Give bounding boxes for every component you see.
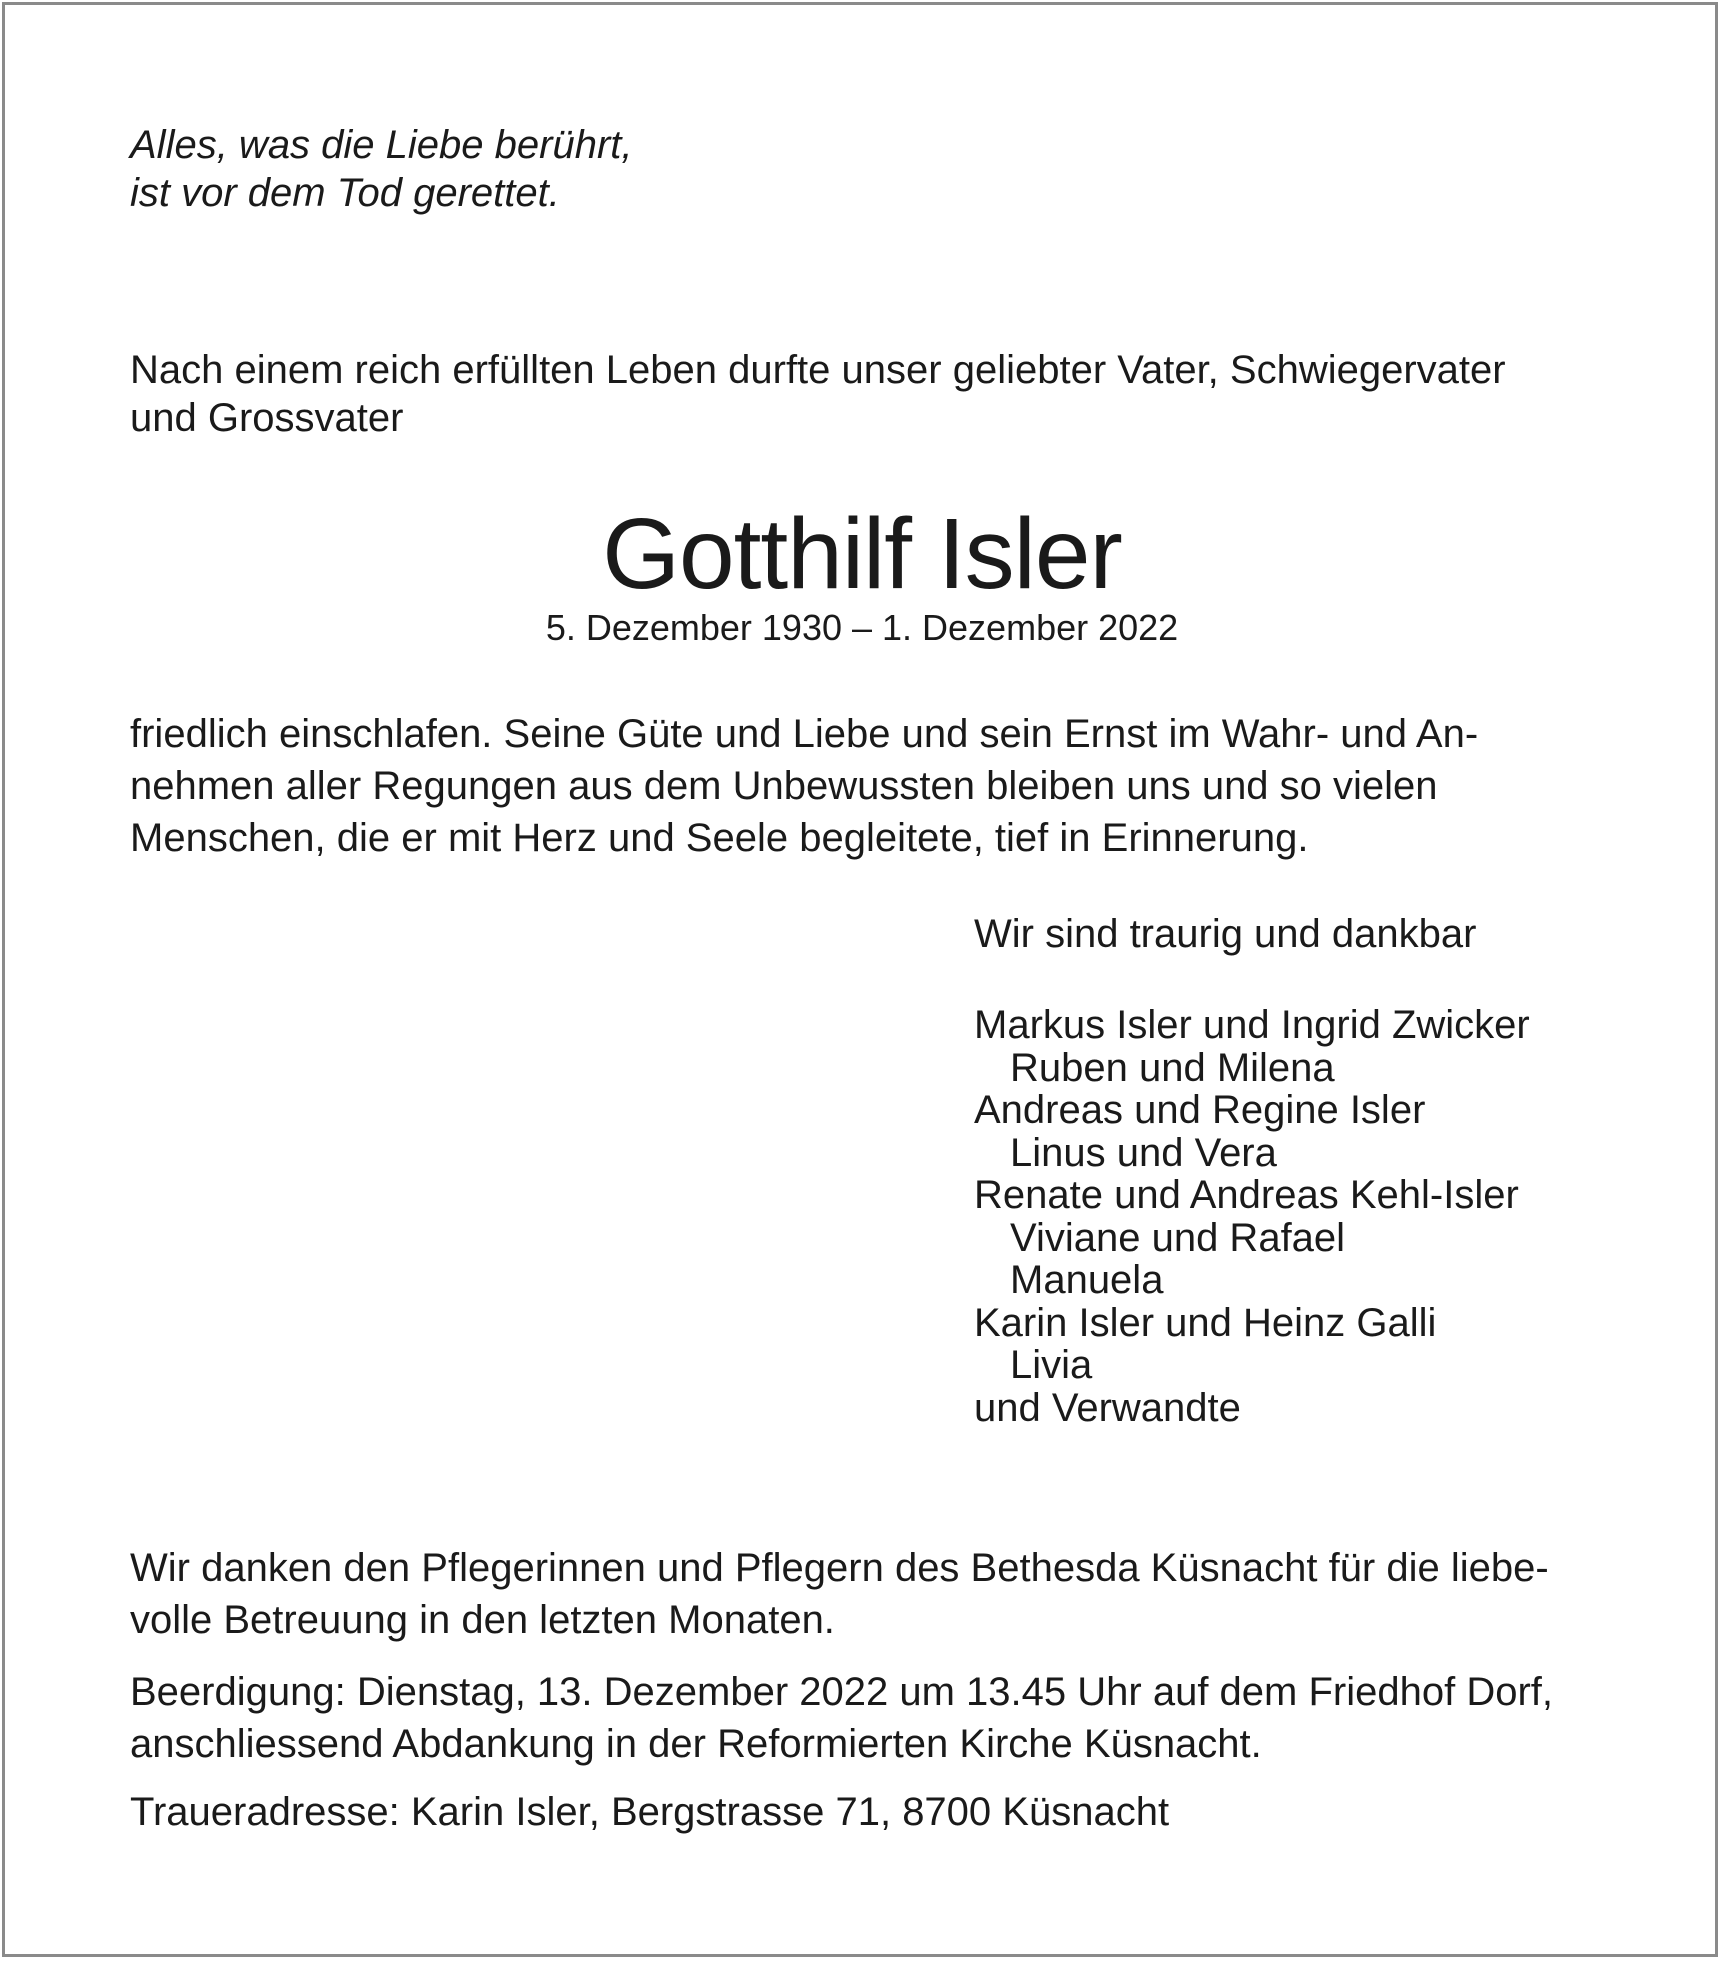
life-dates: 5. Dezember 1930 – 1. Dezember 2022: [545, 607, 1179, 648]
thanks-line: Wir danken den Pflegerinnen und Pflegern des Bethesda Küsnacht für die liebe-: [130, 1546, 1549, 1590]
thanks-line: volle Betreuung in den letzten Monaten.: [130, 1598, 835, 1642]
notice-border: [2, 2, 1718, 1957]
intro-text: [130, 346, 1506, 442]
funeral-info: [130, 1666, 1553, 1770]
mourner-line: Karin Isler und Heinz Galli: [974, 1300, 1437, 1345]
intro-line: und Grossvater: [130, 396, 404, 440]
intro-line: Nach einem reich erfüllten Leben durfte unser geliebter Vater, Schwiegervater: [130, 348, 1506, 392]
mourners-intro: Wir sind traurig und dankbar: [974, 912, 1477, 956]
mourner-line: Livia: [1010, 1343, 1093, 1387]
mourners-list: [974, 1004, 1530, 1429]
mourner-line: Andreas und Regine Isler: [974, 1088, 1426, 1132]
mourning-address: Traueradresse: Karin Isler, Bergstrasse 71, 8700 Küsnacht: [130, 1790, 1170, 1834]
mourner-line: und Verwandte: [974, 1385, 1241, 1430]
mourner-line: Viviane und Rafael: [1010, 1215, 1346, 1260]
mourner-line: Manuela: [1010, 1258, 1164, 1302]
funeral-line: anschliessend Abdankung in der Reformierten Kirche Küsnacht.: [130, 1722, 1262, 1766]
mourner-line: Renate und Andreas Kehl-Isler: [974, 1173, 1519, 1217]
mourner-line: Markus Isler und Ingrid Zwicker: [974, 1003, 1530, 1047]
motto-line: Alles, was die Liebe berührt,: [130, 123, 633, 167]
mourner-line: Ruben und Milena: [1010, 1045, 1335, 1090]
mourner-line: Linus und Vera: [1010, 1130, 1277, 1175]
body-line: nehmen aller Regungen aus dem Unbewussten bleiben uns und so vielen: [130, 764, 1438, 808]
motto-line: ist vor dem Tod gerettet.: [130, 171, 560, 215]
motto-quote: [130, 121, 633, 217]
thanks-paragraph: [130, 1542, 1549, 1646]
body-line: Menschen, die er mit Herz und Seele begleitete, tief in Erinnerung.: [130, 816, 1309, 860]
body-line: friedlich einschlafen. Seine Güte und Liebe und sein Ernst im Wahr- und An-: [130, 712, 1479, 756]
funeral-line: Beerdigung: Dienstag, 13. Dezember 2022 um 13.45 Uhr auf dem Friedhof Dorf,: [130, 1670, 1554, 1714]
body-paragraph: [130, 708, 1478, 864]
deceased-name: Gotthilf Isler: [602, 498, 1122, 610]
